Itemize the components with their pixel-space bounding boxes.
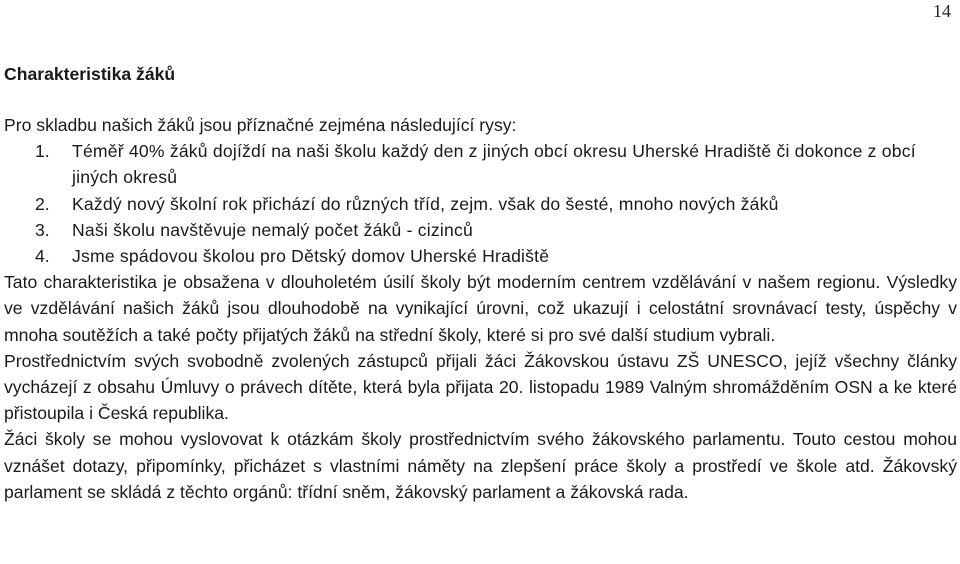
paragraph-student-parliament: Žáci školy se mohou vyslovovat k otázkám školy prostřednictvím svého žákovského parlamentu. Touto cestou mohou vznášet dotazy, připomínky, přicházet s vlastními náměty na zlepšení práce školy a prostředí ve škole atd. Žákovský parlament se skládá z těchto orgánů: třídní sněm, žákovský parlament a žákovská rada. [4,429,957,502]
list-item [4,138,957,190]
list-item-text: Každý nový školní rok přichází do různých tříd, zejm. však do šesté, mnoho nových žáků [72,193,779,214]
intro-text: Pro skladbu našich žáků jsou příznačné zejména následující rysy: [4,115,517,135]
list-item-text: Naši školu navštěvuje nemalý počet žáků - cizinců [72,219,473,240]
list-item [4,191,957,217]
list-item-number: 1. [35,141,50,162]
list-item-number: 2. [35,193,50,214]
list-item-number: 4. [35,246,50,267]
traits-list [4,138,957,269]
list-item-number: 3. [35,219,50,240]
list-item [4,243,957,269]
document-body [4,61,957,505]
list-item-text: Jsme spádovou školou pro Dětský domov Uherské Hradiště [72,246,550,267]
section-heading: Charakteristika žáků [4,64,176,84]
list-item-text: Téměř 40% žáků dojíždí na naši školu každý den z jiných obcí okresu Uherské Hradiště či dokonce z obcí jiných okresů [72,141,916,188]
paragraph-student-constitution: Prostřednictvím svých svobodně zvolených zástupců přijali žáci Žákovskou ústavu ZŠ UNESCO, jejíž všechny články vycházejí z obsahu Úmluvy o právech dítěte, která byla přijata 20. listopadu 1989 Valným shromážděním OSN a ke které přistoupila i Česká republika. [4,350,957,424]
paragraph-characteristics: Tato charakteristika je obsažena v dlouholetém úsilí školy být moderním centrem vzdělávání v našem regionu. Výsledky ve vzdělávání našich žáků jsou dlouhodobě na vynikající úrovni, což ukazují i celostátní srovnávací testy, úspěchy v mnoha soutěžích a také počty přijatých žáků na střední školy, které si pro své další studium vybrali. [4,272,957,345]
list-item [4,217,957,243]
page-number: 14 [933,1,951,21]
